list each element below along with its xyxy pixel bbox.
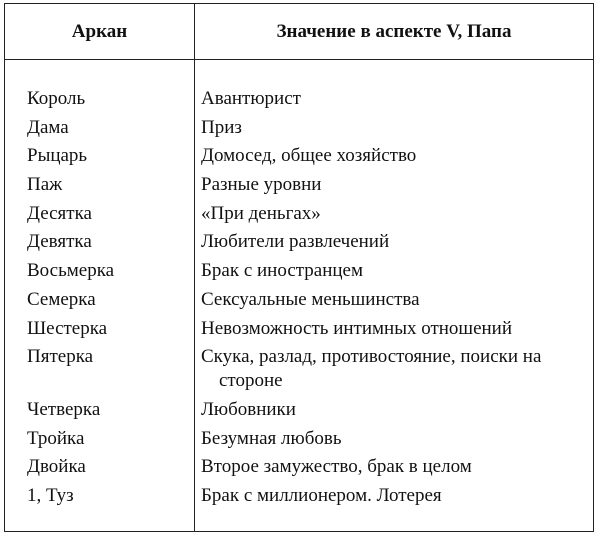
arcana-cell: Девятка xyxy=(27,231,92,253)
arcana-cell: Пятерка xyxy=(27,346,94,368)
table-row xyxy=(5,484,593,508)
meaning-cell: Сексуальные меньшинства xyxy=(201,288,420,310)
table-row xyxy=(5,116,593,140)
table-row xyxy=(5,202,593,226)
arcana-cell: Тройка xyxy=(27,427,85,449)
arcana-cell: Король xyxy=(27,88,86,109)
arcana-cell: Восьмерка xyxy=(27,260,115,282)
meaning-cell: Любовники xyxy=(201,398,296,420)
arcana-cell: Паж xyxy=(27,174,63,196)
arcana-cell: 1, Туз xyxy=(27,484,74,506)
table-row xyxy=(5,317,593,341)
table-row xyxy=(5,230,593,254)
arcana-table xyxy=(4,3,594,532)
table-row xyxy=(5,288,593,312)
meaning-cell: Брак с миллионером. Лотерея xyxy=(201,484,442,506)
arcana-cell: Рыцарь xyxy=(27,145,88,167)
table-row xyxy=(5,455,593,479)
arcana-cell: Шестерка xyxy=(27,317,108,339)
meaning-cell: Разные уровни xyxy=(201,174,322,196)
table-body xyxy=(5,87,593,513)
meaning-cell xyxy=(194,345,592,393)
meaning-cell: Невозможность интимных отношений xyxy=(201,317,513,339)
meaning-line-1: Скука, разлад, противостояние, поиски на xyxy=(201,346,542,368)
arcana-cell: Дама xyxy=(27,116,69,138)
meaning-cell: Любители развлечений xyxy=(201,231,390,253)
table-row xyxy=(5,345,593,393)
meaning-cell: Приз xyxy=(201,116,242,138)
meaning-cell: Брак с иностранцем xyxy=(201,260,364,282)
table-row xyxy=(5,173,593,197)
header-meaning: Значение в аспекте V, Папа xyxy=(276,20,512,42)
meaning-line-2: стороне xyxy=(219,370,283,392)
meaning-cell: Второе замужество, брак в целом xyxy=(201,456,472,478)
table-row xyxy=(5,398,593,422)
header-divider xyxy=(5,59,593,60)
meaning-cell: Домосед, общее хозяйство xyxy=(201,145,417,167)
table-row xyxy=(5,87,593,111)
meaning-cell: «При деньгах» xyxy=(201,202,321,224)
table-row xyxy=(5,427,593,451)
arcana-cell: Десятка xyxy=(27,202,92,224)
table-row xyxy=(5,259,593,283)
arcana-cell: Четверка xyxy=(27,398,101,420)
arcana-cell: Семерка xyxy=(27,288,96,310)
arcana-cell: Двойка xyxy=(27,456,86,478)
meaning-cell: Безумная любовь xyxy=(201,427,342,449)
meaning-cell: Авантюрист xyxy=(201,88,301,109)
table-row xyxy=(5,144,593,168)
header-arcana: Аркан xyxy=(71,20,128,42)
